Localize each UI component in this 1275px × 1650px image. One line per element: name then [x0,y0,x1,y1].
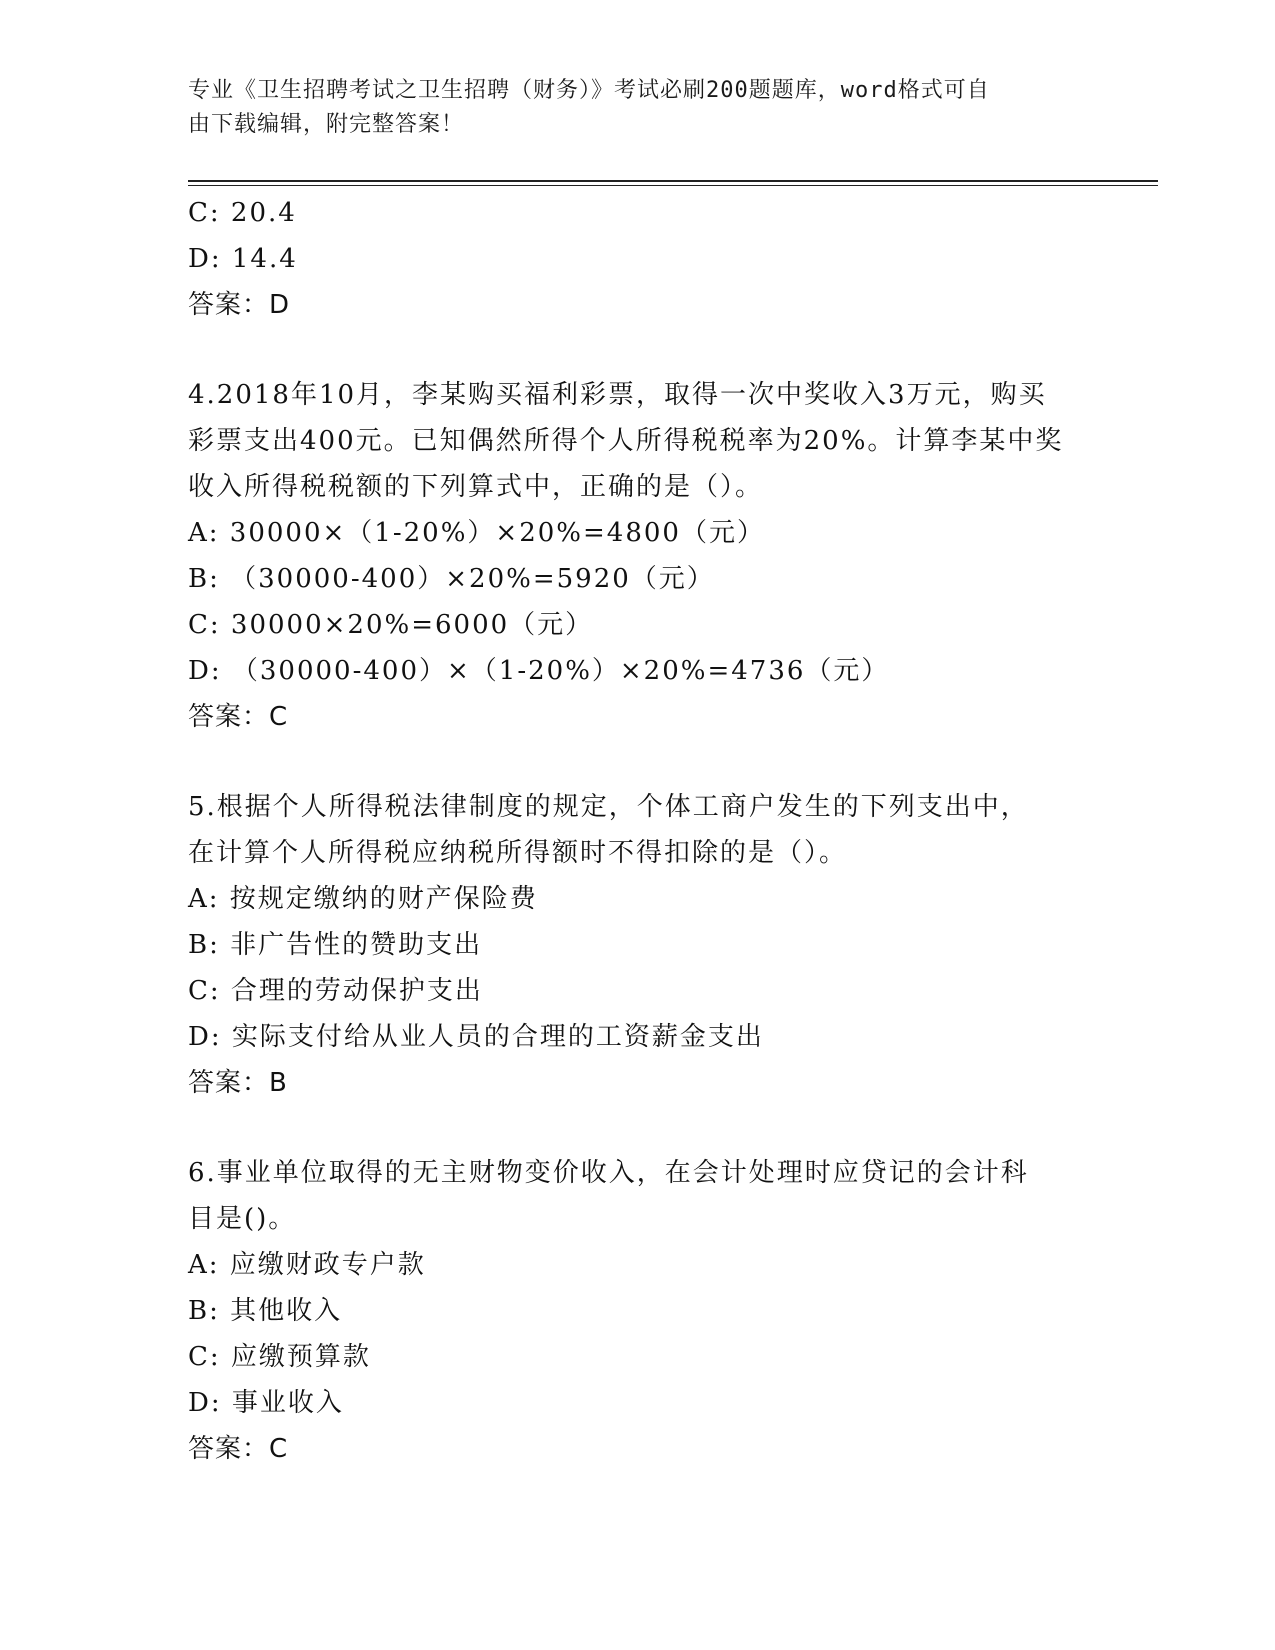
q5-stem-line-1: 5.根据个人所得税法律制度的规定，个体工商户发生的下列支出中， [188,792,1029,822]
header-divider-thick [188,180,1158,182]
header-line-1: 专业《卫生招聘考试之卫生招聘（财务）》考试必刷200题题库，word格式可自 [188,78,990,103]
question-4 [188,372,1088,740]
q6-option-b: B: 其他收入 [188,1296,343,1326]
spacer [188,328,1088,372]
spacer [188,740,1088,784]
question-3-tail [188,190,1088,328]
q4-option-c: C: 30000×20%=6000（元） [188,610,594,640]
q3-answer: 答案：D [188,290,291,320]
q6-option-a: A: 应缴财政专户款 [188,1250,426,1280]
q5-answer: 答案：B [188,1068,288,1098]
q6-option-d: D: 事业收入 [188,1388,344,1418]
q3-option-d: D: 14.4 [188,244,298,274]
q5-option-c: C: 合理的劳动保护支出 [188,976,483,1006]
q5-option-d: D: 实际支付给从业人员的合理的工资薪金支出 [188,1022,764,1052]
document-header [188,74,1088,142]
spacer [188,1106,1088,1150]
question-6 [188,1150,1088,1472]
q5-option-a: A: 按规定缴纳的财产保险费 [188,884,538,914]
q6-stem-line-2: 目是()。 [188,1204,297,1234]
q6-answer: 答案：C [188,1434,289,1464]
q4-option-d: D: （30000-400）×（1-20%）×20%=4736（元） [188,656,890,686]
q4-stem-line-1: 4.2018年10月，李某购买福利彩票，取得一次中奖收入3万元，购买 [188,380,1047,410]
header-line-2: 由下载编辑，附完整答案！ [188,112,465,137]
q4-option-b: B: （30000-400）×20%=5920（元） [188,564,715,594]
q5-option-b: B: 非广告性的赞助支出 [188,930,483,960]
q4-answer: 答案：C [188,702,289,732]
question-5 [188,784,1088,1106]
q6-stem-line-1: 6.事业单位取得的无主财物变价收入，在会计处理时应贷记的会计科 [188,1158,1029,1188]
q4-option-a: A: 30000×（1-20%）×20%=4800（元） [188,518,765,548]
q3-option-c: C: 20.4 [188,198,297,228]
q6-option-c: C: 应缴预算款 [188,1342,371,1372]
document-body [188,190,1088,1472]
q4-stem-line-3: 收入所得税税额的下列算式中，正确的是（）。 [188,472,764,502]
header-divider-thin [188,185,1158,186]
q4-stem-line-2: 彩票支出400元。已知偶然所得个人所得税税率为20%。计算李某中奖 [188,426,1064,456]
q5-stem-line-2: 在计算个人所得税应纳税所得额时不得扣除的是（）。 [188,838,848,868]
